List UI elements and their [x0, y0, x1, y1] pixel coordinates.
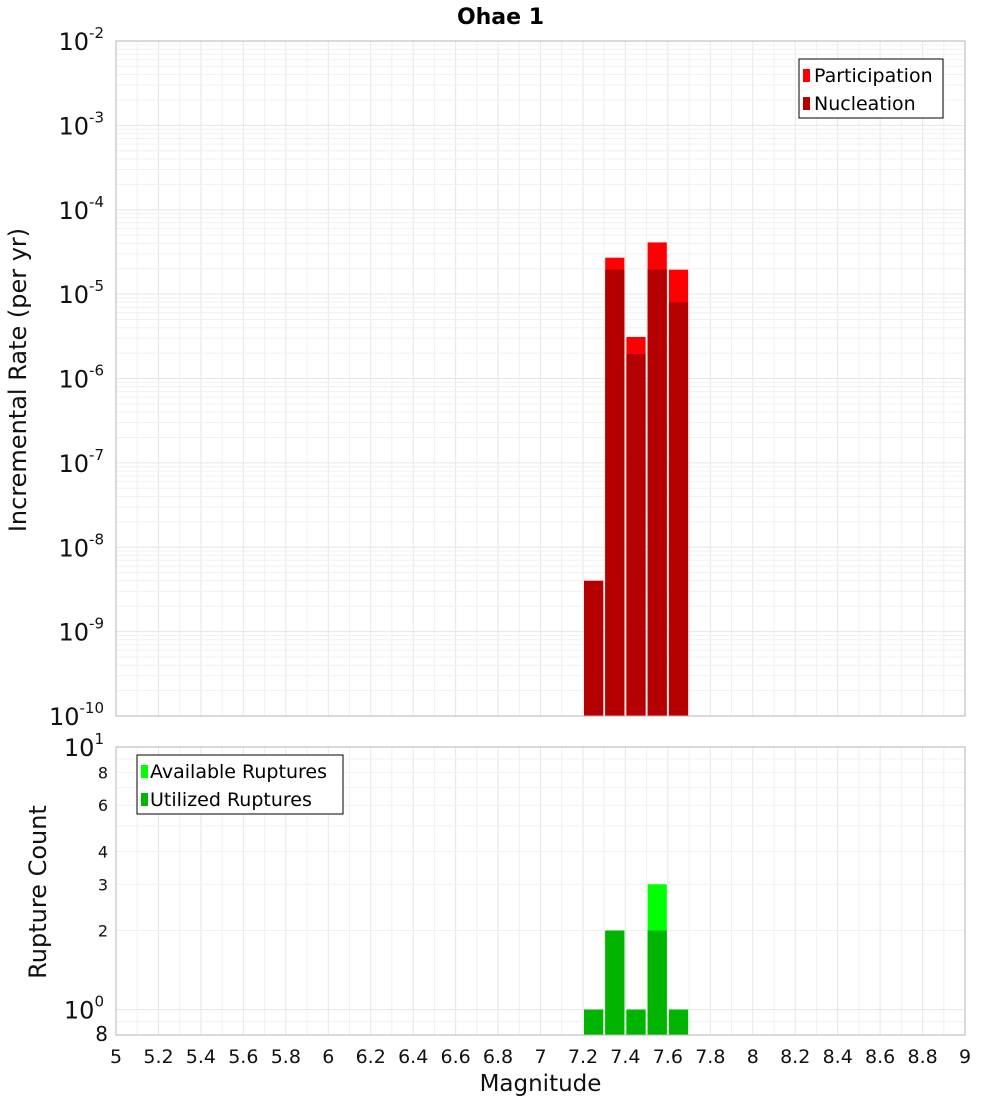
y-tick-label: $10^{-9}$: [58, 614, 104, 647]
legend-label: Available Ruptures: [150, 761, 327, 783]
y-tick-label: $10^{-3}$: [58, 108, 104, 141]
y-tick-label: $10^0$: [63, 992, 104, 1025]
y-axis-title: Rupture Count: [24, 805, 52, 979]
bar-utilized-ruptures: [648, 931, 667, 1036]
legend-swatch: [141, 765, 148, 778]
legend-swatch: [141, 793, 148, 806]
y-tick-label: 3: [97, 875, 108, 895]
y-tick-labels: [49, 24, 104, 731]
y-tick-label: $10^{-4}$: [58, 192, 104, 225]
bar-nucleation: [669, 302, 688, 716]
x-tick-label: 6.4: [398, 1046, 429, 1068]
y-tick-label: 6: [97, 796, 108, 816]
bar-utilized-ruptures: [605, 931, 624, 1036]
legend-swatch: [803, 69, 810, 82]
bar-utilized-ruptures: [584, 1010, 603, 1035]
y-tick-label: $10^1$: [63, 730, 104, 762]
y-tick-label: $10^{-5}$: [58, 277, 104, 310]
x-tick-label: 7.6: [652, 1046, 683, 1068]
bar-nucleation: [648, 270, 667, 716]
y-tick-label: $10^{-8}$: [58, 530, 104, 563]
bar-nucleation: [605, 270, 624, 716]
x-tick-label: 7.4: [610, 1046, 641, 1068]
legend-label: Participation: [814, 65, 933, 87]
y-tick-label: 8: [95, 1022, 108, 1046]
x-tick-label: 6.8: [482, 1046, 514, 1068]
legend-label: Nucleation: [814, 93, 916, 115]
x-tick-label: 7: [534, 1046, 547, 1068]
bar-nucleation: [584, 581, 603, 716]
x-tick-label: 5.8: [270, 1046, 301, 1068]
x-tick-label: 7.8: [695, 1046, 726, 1068]
x-tick-label: 9: [958, 1046, 972, 1068]
x-tick-label: 6.2: [355, 1046, 386, 1068]
legend-swatch: [803, 97, 810, 110]
x-tick-label: 5: [109, 1046, 123, 1068]
chart-title: Ohae 1: [456, 5, 545, 30]
legend: [137, 755, 343, 814]
bar-utilized-ruptures: [669, 1010, 688, 1035]
y-tick-labels: [64, 730, 108, 1046]
x-tick-label: 6.6: [440, 1046, 471, 1068]
x-tick-label: 5.4: [185, 1046, 217, 1068]
y-tick-label: 4: [97, 842, 108, 862]
x-tick-label: 8.6: [864, 1046, 896, 1068]
x-tick-label: 8.4: [822, 1046, 853, 1068]
x-axis-title: Magnitude: [479, 1071, 602, 1097]
legend-label: Utilized Ruptures: [150, 789, 312, 811]
x-tick-labels: [110, 1046, 971, 1068]
y-axis-title: Incremental Rate (per yr): [4, 227, 32, 533]
y-tick-label: $10^{-6}$: [58, 361, 104, 394]
grid-lines: [116, 41, 965, 716]
legend: [799, 59, 943, 118]
x-tick-label: 8.8: [907, 1046, 938, 1068]
y-tick-label: $10^{-10}$: [48, 699, 104, 731]
x-tick-label: 8.2: [780, 1046, 811, 1068]
bar-nucleation: [626, 354, 645, 716]
x-tick-label: 8: [746, 1046, 759, 1068]
y-tick-label: 2: [97, 921, 108, 941]
x-tick-label: 6: [322, 1046, 335, 1068]
bar-utilized-ruptures: [626, 1010, 645, 1035]
y-tick-label: $10^{-2}$: [58, 24, 104, 56]
x-tick-label: 5.6: [228, 1046, 259, 1068]
y-tick-label: $10^{-7}$: [58, 445, 104, 478]
x-tick-label: 7.2: [567, 1046, 599, 1068]
x-tick-label: 5.2: [143, 1046, 174, 1068]
y-tick-label: 8: [97, 763, 108, 783]
